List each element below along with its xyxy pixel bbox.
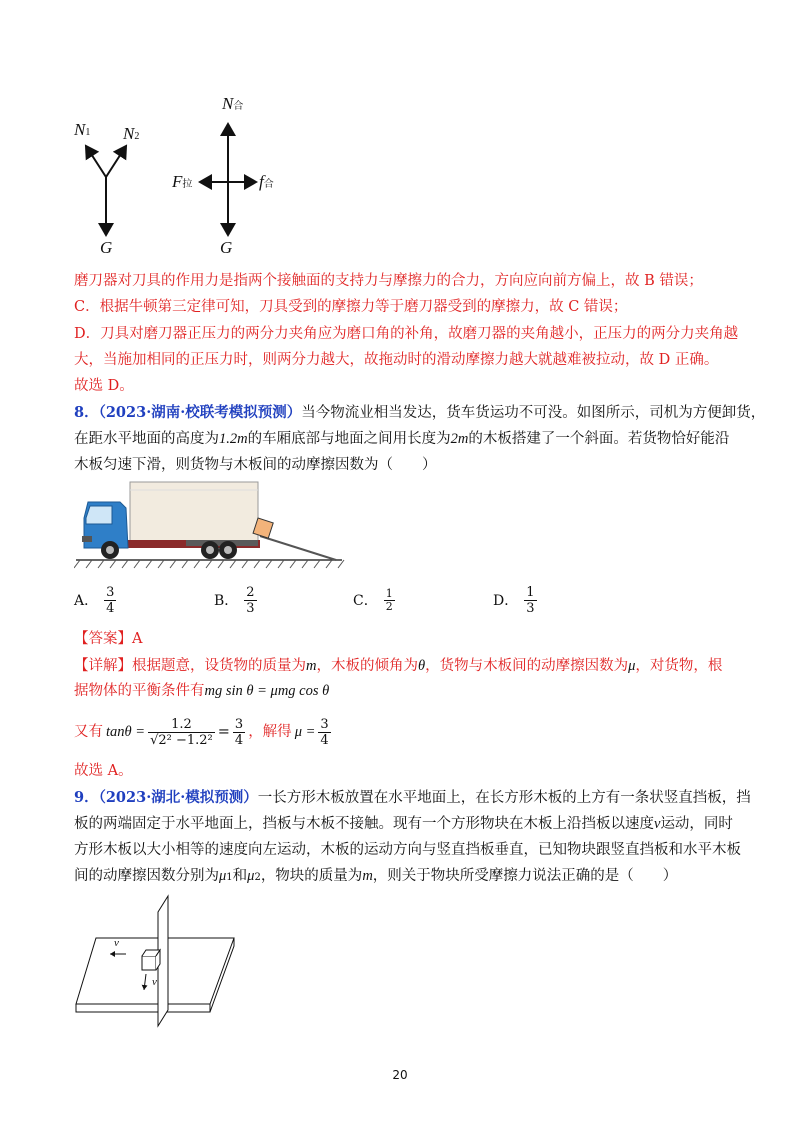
q8-line-3: 木板匀速下滑，则货物与木板间的动摩擦因数为（ ） <box>74 457 437 473</box>
q8-detail-2: 据物体的平衡条件有mg sin θ = μmg cos θ <box>74 683 330 699</box>
n-he-label: N合 <box>222 94 244 113</box>
q7-line-1: 磨刀器对刀具的作用力是指两个接触面的支持力与摩擦力的合力，方向应向前方偏上，故 B 错误； <box>74 273 703 289</box>
option-c[interactable]: C． $\frac{1}{2}$ <box>353 586 393 613</box>
q8-line-2: 在距水平地面的高度为1.2m的车厢底部与地面之间用长度为2m的木板搭建了一个斜面。若货物恰好能沿 <box>74 431 730 447</box>
q8-line-1: 8．（2023·湖南·校联考模拟预测）当今物流业相当发达，货车货运功不可没。如图所示，司机为方便卸货， <box>74 404 766 421</box>
q8-number: 8． <box>74 404 99 421</box>
page-number: 20 <box>392 1068 408 1082</box>
q9-source: （2023·湖北·模拟预测） <box>98 789 258 806</box>
fig-v-down: v <box>152 976 157 988</box>
option-a[interactable]: A． $\frac{3}{4}$ <box>74 584 115 616</box>
f-he-label: f合 <box>259 172 274 191</box>
q7-line-4: 大，当施加相同的正压力时，则两分力越大，故拖动时的滑动摩擦力越大就越难被拉动，故 D 正确。 <box>74 352 719 368</box>
q9-line-4: 间的动摩擦因数分别为μ1和μ2，物块的质量为m，则关于物块所受摩擦力说法正确的是（ ） <box>74 868 678 884</box>
option-b[interactable]: B． $\frac{2}{3}$ <box>214 584 255 616</box>
q8-detail-1: 【详解】根据题意，设货物的质量为m，木板的倾角为θ，货物与木板间的动摩擦因数为μ，对货物，根 <box>74 658 723 674</box>
n1-label: N1 <box>74 120 91 139</box>
q9-number: 9． <box>74 789 99 806</box>
truck-ramp-figure <box>74 478 346 574</box>
q8-choose: 故选 A。 <box>74 763 133 779</box>
n2-label: N2 <box>123 124 140 143</box>
f-la-label: F拉 <box>172 172 193 191</box>
g-label-left: G <box>100 238 113 257</box>
plate-wall-figure <box>74 892 244 1030</box>
fig-v-left: v <box>114 937 119 949</box>
q8-source: （2023·湖南·校联考模拟预测） <box>98 404 302 421</box>
q7-line-3: D．刀具对磨刀器正压力的两分力夹角应为磨口角的补角，故磨刀器的夹角越小，正压力的两分力夹角越 <box>74 326 739 342</box>
q8-answer: 【答案】A <box>74 631 143 647</box>
q9-line-2: 板的两端固定于水平地面上，挡板与木板不接触。现有一个方形物块在木板上沿挡板以速度v运动，同时 <box>74 816 733 832</box>
option-d[interactable]: D． $\frac{1}{3}$ <box>493 584 535 616</box>
q9-line-3: 方形木板以大小相等的速度向左运动，木板的运动方向与竖直挡板垂直，已知物块跟竖直挡板和水平木板 <box>74 842 741 858</box>
q9-line-1: 9．（2023·湖北·模拟预测）一长方形木板放置在水平地面上，在长方形木板的上方有一条状竖直挡板，挡 <box>74 789 751 806</box>
q8-detail-3: 又有 tanθ = $\frac{1.2}{\text{√2² −1.2²}}$ = $\frac{3}{4}$ ，解得 μ = $\frac{3}{4}$ <box>74 716 329 748</box>
q7-line-2: C．根据牛顿第三定律可知，刀具受到的摩擦力等于磨刀器受到的摩擦力，故 C 错误； <box>74 299 628 315</box>
g-label-right: G <box>220 238 233 257</box>
q7-choose: 故选 D。 <box>74 378 134 394</box>
